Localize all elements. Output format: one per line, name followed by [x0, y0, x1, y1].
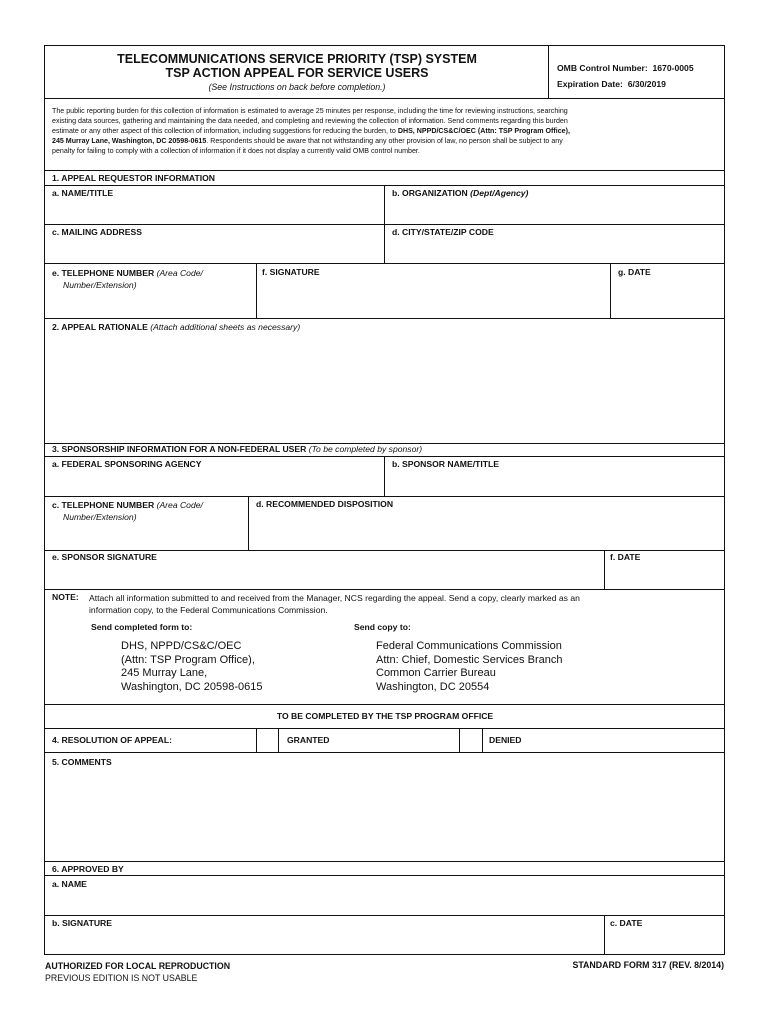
edition-note: PREVIOUS EDITION IS NOT USABLE — [45, 973, 198, 983]
sponsor-signature-label: e. SPONSOR SIGNATURE — [52, 552, 157, 562]
city-state-zip-field[interactable] — [390, 239, 720, 261]
footer-left — [45, 960, 230, 984]
granted-checkbox[interactable] — [257, 730, 277, 751]
federal-agency-field[interactable] — [50, 471, 382, 493]
send-copy-label: Send copy to: — [354, 622, 411, 632]
recommended-disposition-label: d. RECOMMENDED DISPOSITION — [256, 499, 394, 509]
comments-field[interactable] — [50, 770, 720, 858]
mailing-address-field[interactable] — [50, 239, 382, 261]
mailing-address-label: c. MAILING ADDRESS — [52, 227, 142, 237]
fcc-address: Federal Communications Commission Attn: Chief, Domestic Services Branch Common Carrier Bureau Washington, DC 20554 — [376, 640, 563, 693]
requestor-signature-field[interactable] — [260, 280, 606, 316]
program-office-banner: TO BE COMPLETED BY THE TSP PROGRAM OFFICE — [276, 711, 494, 721]
omb-control-number: OMB Control Number: 1670-0005 — [557, 63, 694, 73]
reproduction-note: AUTHORIZED FOR LOCAL REPRODUCTION — [45, 961, 231, 971]
approver-date-label: c. DATE — [610, 918, 643, 928]
resolution-label: 4. RESOLUTION OF APPEAL: — [52, 735, 173, 745]
section-1-heading: 1. APPEAL REQUESTOR INFORMATION — [52, 173, 215, 183]
requestor-org-label: b. ORGANIZATION (Dept/Agency) — [392, 188, 529, 198]
requestor-name-field[interactable] — [50, 200, 382, 222]
appeal-rationale-field[interactable] — [50, 336, 720, 440]
section-3-heading: 3. SPONSORSHIP INFORMATION FOR A NON-FEDERAL USER (To be completed by sponsor) — [52, 444, 423, 454]
approver-name-field[interactable] — [50, 891, 720, 913]
dhs-address: DHS, NPPD/CS&C/OEC (Attn: TSP Program Office), 245 Murray Lane, Washington, DC 20598-0615 — [121, 640, 263, 693]
granted-label: GRANTED — [287, 735, 330, 745]
approver-signature-label: b. SIGNATURE — [52, 918, 112, 928]
send-form-label: Send completed form to: — [91, 622, 193, 632]
requestor-date-field[interactable] — [614, 280, 720, 314]
burden-statement: The public reporting burden for this collection of information is estimated to average 25 minutes per response, including the time for reviewing instructions, searching existing data sources, gathering and maintaining the data needed, and completing and reviewing the collection of information. Send comments regarding this burden estimate or any other aspect of this collection of information, including suggestions for reducing the burden, to DHS, NPPD/CS&C/OEC (Attn: TSP Program Office), 245 Murray Lane, Washington, DC 20598-0615. Respondents should be aware that not withstanding any other provision of law, no person shall be subject to any penalty for failing to comply with a collection of information if it does not display a currently valid OMB control number. — [52, 107, 570, 155]
denied-checkbox[interactable] — [460, 730, 481, 751]
approver-signature-field[interactable] — [50, 930, 600, 952]
requestor-signature-label: f. SIGNATURE — [262, 267, 320, 277]
sponsor-date-field[interactable] — [608, 564, 720, 586]
city-state-zip-label: d. CITY/STATE/ZIP CODE — [392, 227, 494, 237]
requestor-phone-field[interactable] — [50, 292, 252, 314]
federal-agency-label: a. FEDERAL SPONSORING AGENCY — [52, 459, 202, 469]
sponsor-date-label: f. DATE — [610, 552, 641, 562]
sponsor-name-field[interactable] — [390, 471, 720, 493]
expiration-date: Expiration Date: 6/30/2019 — [557, 79, 666, 89]
title-line-1: TELECOMMUNICATIONS SERVICE PRIORITY (TSP) SYSTEM — [117, 52, 477, 66]
appeal-rationale-label: 2. APPEAL RATIONALE (Attach additional sheets as necessary) — [52, 322, 301, 332]
note-label: NOTE: — [52, 592, 79, 602]
approver-name-label: a. NAME — [52, 879, 87, 889]
requestor-name-label: a. NAME/TITLE — [52, 188, 114, 198]
title-line-2: TSP ACTION APPEAL FOR SERVICE USERS — [165, 66, 429, 80]
form-number: STANDARD FORM 317 (REV. 8/2014) — [572, 960, 724, 970]
approver-date-field[interactable] — [608, 930, 720, 952]
sponsor-name-label: b. SPONSOR NAME/TITLE — [392, 459, 499, 469]
sponsor-phone-label: c. TELEPHONE NUMBER (Area Code/ Number/Extension) — [52, 500, 203, 522]
sponsor-signature-field[interactable] — [50, 564, 600, 586]
sponsor-phone-field[interactable] — [50, 525, 244, 547]
comments-label: 5. COMMENTS — [52, 757, 112, 767]
approved-by-label: 6. APPROVED BY — [52, 864, 124, 874]
denied-label: DENIED — [489, 735, 522, 745]
requestor-date-label: g. DATE — [618, 267, 651, 277]
recommended-disposition-field[interactable] — [252, 512, 720, 546]
form-subtitle: (See Instructions on back before completion.) — [208, 82, 386, 92]
note-text: Attach all information submitted to and received from the Manager, NCS regarding the appeal. Send a copy, clearly marked as an information copy, to the Federal Communications Commission. — [89, 593, 580, 615]
requestor-phone-label: e. TELEPHONE NUMBER (Area Code/ Number/Extension) — [52, 268, 203, 290]
requestor-org-field[interactable] — [390, 200, 720, 222]
form-title — [46, 52, 548, 80]
